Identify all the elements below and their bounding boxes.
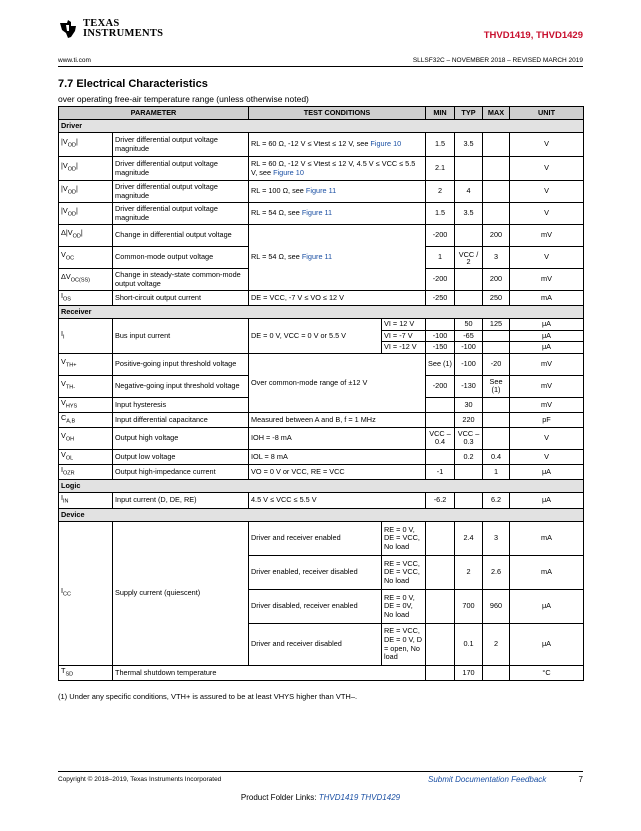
test-mode: Driver enabled, receiver disabled (249, 556, 382, 590)
test-cond: RL = 54 Ω, see Figure 11 (249, 225, 426, 291)
typ-value (455, 464, 483, 479)
table-row (59, 412, 584, 427)
unit: V (510, 133, 584, 157)
min-value (426, 624, 455, 666)
symbol: $|V_{OD}|$ (59, 181, 113, 203)
typ-value: 220 (455, 412, 483, 427)
max-value (483, 133, 510, 157)
min-value: 1.5 (426, 133, 455, 157)
unit: mA (510, 522, 584, 556)
feedback-link[interactable]: Submit Documentation Feedback (428, 775, 547, 784)
col-max: MAX (483, 107, 510, 120)
param-desc: Change in differential output voltage (113, 225, 249, 247)
website-link[interactable]: www.ti.com (58, 57, 91, 64)
param-desc: Driver differential output voltage magnitude (113, 203, 249, 225)
test-cond: Measured between A and B, f = 1 MHz (249, 412, 426, 427)
min-value (426, 666, 455, 681)
typ-value: -65 (455, 330, 483, 342)
min-value (426, 590, 455, 624)
unit: V (510, 449, 584, 464)
typ-value: 4 (455, 181, 483, 203)
param-desc: Positive-going input threshold voltage (113, 353, 249, 375)
unit: mV (510, 269, 584, 291)
col-test-conditions: TEST CONDITIONS (249, 107, 426, 120)
unit: mV (510, 225, 584, 247)
max-value: 3 (483, 247, 510, 269)
typ-value: 170 (455, 666, 483, 681)
group-driver: Driver (59, 120, 584, 133)
max-value (483, 427, 510, 449)
param-desc: Supply current (quiescent) (113, 522, 249, 666)
min-value: -150 (426, 342, 455, 354)
test-cond-vi: VI = -12 V (382, 342, 426, 354)
typ-value: 3.5 (455, 133, 483, 157)
min-value (426, 556, 455, 590)
min-value (426, 449, 455, 464)
group-receiver: Receiver (59, 306, 584, 319)
test-cond: DE = 0 V, VCC = 0 V or 5.5 V (249, 319, 382, 354)
symbol: $I_I$ (59, 319, 113, 354)
unit: V (510, 203, 584, 225)
min-value: 1 (426, 247, 455, 269)
unit: mV (510, 397, 584, 412)
electrical-characteristics-table (58, 106, 584, 681)
figure-link[interactable]: Figure 11 (305, 186, 337, 196)
typ-value: 50 (455, 319, 483, 331)
brand-line1: TEXAS (83, 18, 120, 29)
max-value (483, 397, 510, 412)
typ-value: 30 (455, 397, 483, 412)
symbol: $\Delta V_{OC(SS)}$ (59, 269, 113, 291)
unit: V (510, 181, 584, 203)
typ-value (455, 269, 483, 291)
param-desc: Output high voltage (113, 427, 249, 449)
typ-value: 0.2 (455, 449, 483, 464)
min-value: -1 (426, 464, 455, 479)
unit: μA (510, 493, 584, 509)
product-folder-links (0, 793, 641, 802)
symbol: $\Delta|V_{OD}|$ (59, 225, 113, 247)
test-cond: IOH = -8 mA (249, 427, 426, 449)
max-value (483, 157, 510, 181)
param-desc: Driver differential output voltage magnitude (113, 157, 249, 181)
symbol: $V_{TH+}$ (59, 353, 113, 375)
symbol: $|V_{OD}|$ (59, 157, 113, 181)
folder-link[interactable]: THVD1419 THVD1429 (318, 793, 401, 802)
col-parameter: PARAMETER (59, 107, 249, 120)
symbol: $I_{IN}$ (59, 493, 113, 509)
table-row (59, 666, 584, 681)
copyright: Copyright © 2018–2019, Texas Instruments Incorporated (58, 776, 222, 783)
table-row (59, 203, 584, 225)
col-unit: UNIT (510, 107, 584, 120)
unit: pF (510, 412, 584, 427)
param-desc: Input current (D, DE, RE) (113, 493, 249, 509)
test-cond: RL = 54 Ω, see Figure 11 (249, 203, 426, 225)
symbol: $V_{OL}$ (59, 449, 113, 464)
symbol: $V_{TH-}$ (59, 375, 113, 397)
symbol: $T_{SD}$ (59, 666, 113, 681)
unit: μA (510, 330, 584, 342)
figure-link[interactable]: Figure 10 (273, 167, 304, 177)
table-row (59, 291, 584, 306)
symbol: $C_{A,B}$ (59, 412, 113, 427)
max-value (483, 666, 510, 681)
brand-line2: INSTRUMENTS (83, 28, 164, 39)
symbol: $V_{OH}$ (59, 427, 113, 449)
table-row (59, 225, 584, 247)
param-desc: Driver differential output voltage magnitude (113, 133, 249, 157)
typ-value (455, 225, 483, 247)
symbol: $I_{OS}$ (59, 291, 113, 306)
unit: V (510, 427, 584, 449)
typ-value: -100 (455, 353, 483, 375)
max-value: See (1) (483, 375, 510, 397)
part-numbers-link[interactable]: THVD1419, THVD1429 (483, 30, 583, 41)
unit: μA (510, 342, 584, 354)
figure-link[interactable]: Figure 11 (301, 252, 333, 262)
test-cond: 4.5 V ≤ VCC ≤ 5.5 V (249, 493, 426, 509)
table-row (59, 493, 584, 509)
min-value: 1.5 (426, 203, 455, 225)
group-logic: Logic (59, 480, 584, 493)
test-cond: RL = 60 Ω, -12 V ≤ Vtest ≤ 12 V, 4.5 V ≤ VCC ≤ 5.5 V, see Figure 10 (249, 157, 426, 181)
test-cond: IOL = 8 mA (249, 449, 426, 464)
table-row (59, 449, 584, 464)
unit: μA (510, 464, 584, 479)
min-value: -100 (426, 330, 455, 342)
unit: μA (510, 624, 584, 666)
max-value: -20 (483, 353, 510, 375)
max-value (483, 342, 510, 354)
param-desc: Thermal shutdown temperature (113, 666, 426, 681)
symbol: $I_{OZR}$ (59, 464, 113, 479)
test-cond: RL = 100 Ω, see Figure 11 (249, 181, 426, 203)
ti-logo-icon (58, 18, 80, 40)
min-value: -200 (426, 269, 455, 291)
max-value: 1 (483, 464, 510, 479)
min-value (426, 412, 455, 427)
unit: V (510, 247, 584, 269)
footnote: (1) Under any specific conditions, VTH+ is assured to be at least VHYS higher than VTH–. (58, 692, 358, 701)
max-value (483, 203, 510, 225)
test-cond: Over common-mode range of ±12 V (249, 353, 426, 412)
typ-value (455, 493, 483, 509)
table-row (59, 522, 584, 556)
table-row (59, 157, 584, 181)
test-cond: RE = VCC, DE = VCC, No load (382, 556, 426, 590)
table-row (59, 181, 584, 203)
test-mode: Driver disabled, receiver enabled (249, 590, 382, 624)
param-desc: Common-mode output voltage (113, 247, 249, 269)
ti-logo[interactable] (58, 18, 163, 40)
unit: mA (510, 291, 584, 306)
page-number: 7 (578, 775, 583, 784)
min-value: See (1) (426, 353, 455, 375)
param-desc: Output high-impedance current (113, 464, 249, 479)
param-desc: Input differential capacitance (113, 412, 249, 427)
min-value: -6.2 (426, 493, 455, 509)
doc-number: SLLSF32C – NOVEMBER 2018 – REVISED MARCH 2019 (412, 57, 583, 64)
folder-label: Product Folder Links: (240, 793, 317, 802)
symbol: $|V_{OD}|$ (59, 133, 113, 157)
max-value: 6.2 (483, 493, 510, 509)
header-row (59, 107, 584, 120)
symbol: $I_{CC}$ (59, 522, 113, 666)
table-row (59, 319, 584, 331)
max-value (483, 181, 510, 203)
unit: mV (510, 353, 584, 375)
param-desc: Bus input current (113, 319, 249, 354)
param-desc: Change in steady-state common-mode output voltage (113, 269, 249, 291)
max-value: 960 (483, 590, 510, 624)
test-cond: RE = VCC, DE = 0 V, D = open, No load (382, 624, 426, 666)
typ-value: 700 (455, 590, 483, 624)
section-title: 7.7 Electrical Characteristics (58, 78, 208, 90)
symbol: $|V_{OD}|$ (59, 203, 113, 225)
table-row (59, 353, 584, 375)
unit: μA (510, 590, 584, 624)
param-desc: Short-circuit output current (113, 291, 249, 306)
min-value: VCC – 0.4 (426, 427, 455, 449)
typ-value (455, 291, 483, 306)
typ-value: 0.1 (455, 624, 483, 666)
typ-value (455, 157, 483, 181)
test-cond: DE = VCC, -7 V ≤ VO ≤ 12 V (249, 291, 426, 306)
test-mode: Driver and receiver disabled (249, 624, 382, 666)
col-typ: TYP (455, 107, 483, 120)
test-cond: RE = 0 V, DE = 0V, No load (382, 590, 426, 624)
header-rule (58, 66, 583, 67)
table-row (59, 464, 584, 479)
max-value: 2 (483, 624, 510, 666)
max-value: 250 (483, 291, 510, 306)
max-value: 2.6 (483, 556, 510, 590)
min-value (426, 319, 455, 331)
test-cond: RL = 60 Ω, -12 V ≤ Vtest ≤ 12 V, see Figure 10 (249, 133, 426, 157)
param-desc: Negative-going input threshold voltage (113, 375, 249, 397)
group-device: Device (59, 509, 584, 522)
param-desc: Driver differential output voltage magnitude (113, 181, 249, 203)
unit: °C (510, 666, 584, 681)
test-cond-vi: VI = 12 V (382, 319, 426, 331)
symbol: $V_{OC}$ (59, 247, 113, 269)
param-desc: Output low voltage (113, 449, 249, 464)
test-mode: Driver and receiver enabled (249, 522, 382, 556)
typ-value: 2 (455, 556, 483, 590)
unit: μA (510, 319, 584, 331)
max-value: 200 (483, 269, 510, 291)
max-value (483, 412, 510, 427)
min-value (426, 397, 455, 412)
max-value: 3 (483, 522, 510, 556)
min-value (426, 522, 455, 556)
max-value (483, 330, 510, 342)
min-value: 2 (426, 181, 455, 203)
unit: V (510, 157, 584, 181)
unit: mA (510, 556, 584, 590)
typ-value: 3.5 (455, 203, 483, 225)
figure-link[interactable]: Figure 10 (370, 139, 402, 149)
param-desc: Input hysteresis (113, 397, 249, 412)
typ-value: -100 (455, 342, 483, 354)
min-value: -200 (426, 225, 455, 247)
max-value: 125 (483, 319, 510, 331)
min-value: 2.1 (426, 157, 455, 181)
symbol: $V_{HYS}$ (59, 397, 113, 412)
typ-value: VCC – 0.3 (455, 427, 483, 449)
min-value: -250 (426, 291, 455, 306)
typ-value: VCC / 2 (455, 247, 483, 269)
table-row (59, 133, 584, 157)
col-min: MIN (426, 107, 455, 120)
max-value: 200 (483, 225, 510, 247)
test-cond: VO = 0 V or VCC, RE = VCC (249, 464, 426, 479)
unit: mV (510, 375, 584, 397)
table-row (59, 427, 584, 449)
max-value: 0.4 (483, 449, 510, 464)
section-subtitle: over operating free-air temperature range (unless otherwise noted) (58, 94, 309, 104)
test-cond: RE = 0 V, DE = VCC, No load (382, 522, 426, 556)
typ-value: -130 (455, 375, 483, 397)
typ-value: 2.4 (455, 522, 483, 556)
min-value: -200 (426, 375, 455, 397)
test-cond-vi: VI = -7 V (382, 330, 426, 342)
footer-rule (58, 771, 583, 772)
figure-link[interactable]: Figure 11 (301, 208, 333, 218)
